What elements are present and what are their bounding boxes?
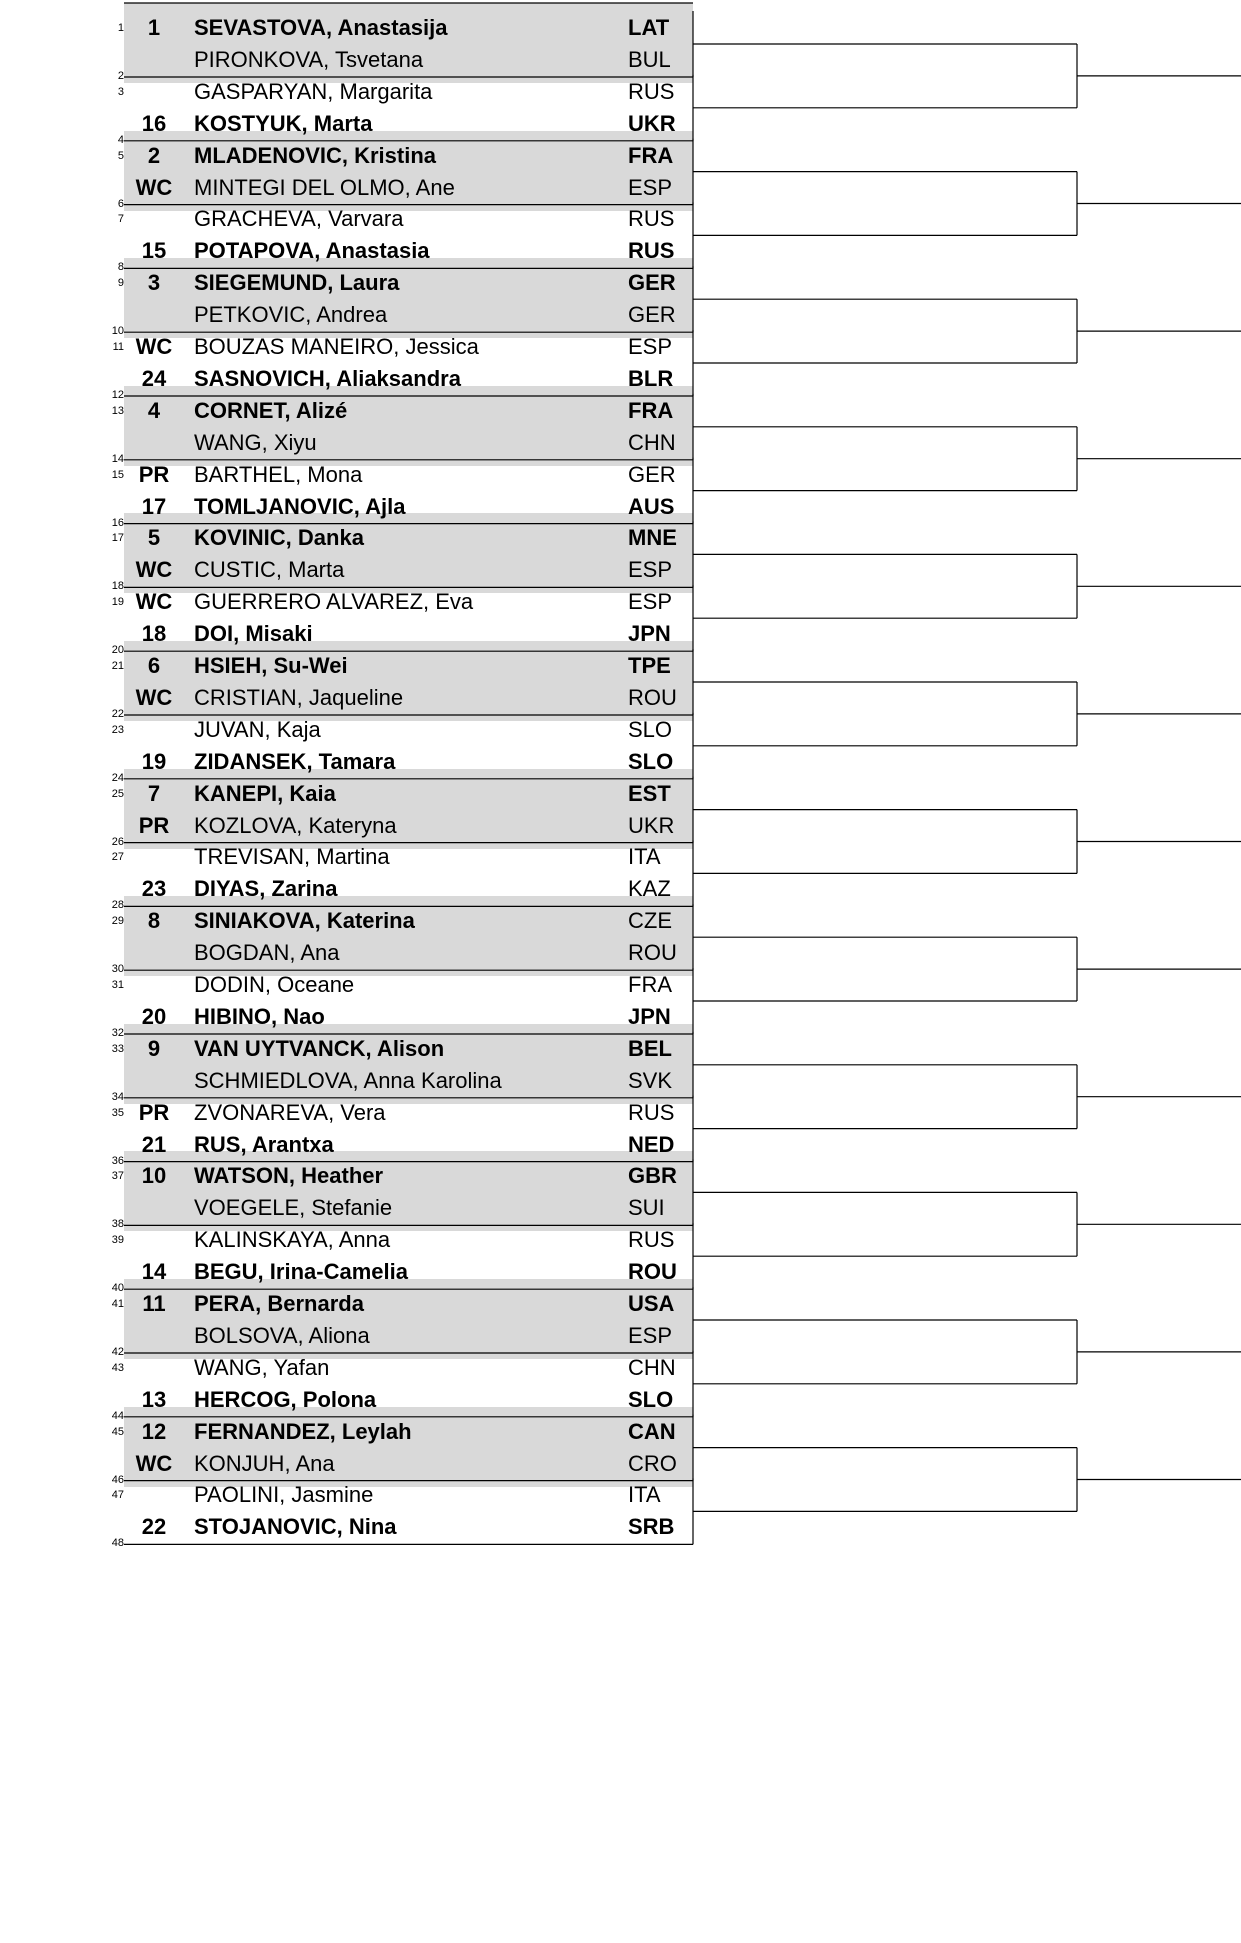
draw-position: 10 <box>111 325 124 338</box>
draw-position: 26 <box>111 835 124 848</box>
player-name: BARTHEL, Mona <box>194 461 363 487</box>
player-name: PIRONKOVA, Tsvetana <box>194 46 424 72</box>
player-name: CRISTIAN, Jaqueline <box>194 684 404 710</box>
player-nationality: CAN <box>628 1418 676 1444</box>
draw-row <box>124 363 693 395</box>
player-nationality: ROU <box>628 684 677 710</box>
seed-label <box>134 714 174 746</box>
draw-row <box>124 235 693 267</box>
draw-position: 48 <box>111 1537 124 1550</box>
player-name: POTAPOVA, Anastasia <box>194 238 430 264</box>
seed-label: 12 <box>141 1418 167 1444</box>
draw-row <box>124 1256 693 1288</box>
draw-position: 19 <box>111 596 124 609</box>
player-name: TOMLJANOVIC, Ajla <box>194 493 406 519</box>
draw-position: 6 <box>117 197 124 210</box>
player-nationality: ITA <box>628 1482 661 1508</box>
seed-label <box>134 1352 174 1384</box>
player-name: GUERRERO ALVAREZ, Eva <box>194 589 474 615</box>
player-name: DIYAS, Zarina <box>194 876 338 902</box>
draw-row <box>124 1288 693 1320</box>
draw-row <box>124 841 693 873</box>
draw-position: 38 <box>111 1218 124 1231</box>
player-nationality: CRO <box>628 1450 677 1476</box>
seed-label: PR <box>138 1099 170 1125</box>
player-name: CORNET, Alizé <box>194 397 348 423</box>
seed-label <box>134 1065 174 1097</box>
draw-position: 37 <box>111 1170 124 1183</box>
player-name: GRACHEVA, Varvara <box>194 206 404 232</box>
seed-label: 20 <box>141 1003 167 1029</box>
player-name: BOGDAN, Ana <box>194 940 340 966</box>
player-name: KONJUH, Ana <box>194 1450 335 1476</box>
draw-row <box>124 714 693 746</box>
draw-position: 7 <box>117 213 124 226</box>
player-nationality: KAZ <box>628 876 671 902</box>
draw-row <box>124 1511 693 1543</box>
draw-position: 11 <box>112 341 124 353</box>
draw-position: 28 <box>111 899 124 912</box>
seed-label <box>134 427 174 459</box>
player-name: KANEPI, Kaia <box>194 780 336 806</box>
player-name: VAN UYTVANCK, Alison <box>194 1035 445 1061</box>
draw-row <box>124 1384 693 1416</box>
player-name: KALINSKAYA, Anna <box>194 1227 391 1253</box>
player-nationality: USA <box>628 1291 675 1316</box>
player-name: DOI, Misaki <box>194 621 313 647</box>
player-name: WANG, Yafan <box>194 1354 330 1380</box>
player-name: BOLSOVA, Aliona <box>194 1322 370 1348</box>
player-name: WANG, Xiyu <box>194 429 317 455</box>
player-nationality: UKR <box>628 110 676 136</box>
player-nationality: ROU <box>628 940 677 966</box>
player-name: WATSON, Heather <box>194 1163 384 1189</box>
player-nationality: LAT <box>628 15 670 40</box>
player-nationality: MNE <box>628 525 677 551</box>
player-name: VOEGELE, Stefanie <box>194 1195 393 1221</box>
player-nationality: ITA <box>628 844 661 870</box>
player-nationality: ESP <box>628 334 673 359</box>
player-nationality: SLO <box>628 1386 674 1412</box>
seed-label <box>134 937 174 969</box>
player-nationality: SRB <box>628 1514 675 1540</box>
player-nationality: AUS <box>628 493 675 519</box>
draw-row <box>124 937 693 969</box>
seed-label: 6 <box>147 653 161 678</box>
player-name: KOVINIC, Danka <box>194 525 364 551</box>
player-nationality: CHN <box>628 429 676 455</box>
player-name: GASPARYAN, Margarita <box>194 78 433 104</box>
player-nationality: GER <box>628 270 676 296</box>
draw-row <box>124 650 693 682</box>
draw-row <box>124 1129 693 1161</box>
draw-row <box>124 1416 693 1448</box>
draw-position: 33 <box>111 1042 124 1055</box>
seed-label: WC <box>135 174 173 200</box>
draw-row <box>124 12 693 44</box>
player-name: PAOLINI, Jasmine <box>194 1482 374 1508</box>
draw-row <box>124 427 693 459</box>
draw-row <box>124 1479 693 1511</box>
player-name: TREVISAN, Martina <box>194 844 390 870</box>
draw-row <box>124 331 693 363</box>
seed-label <box>134 1320 174 1352</box>
seed-label <box>134 969 174 1001</box>
player-name: MLADENOVIC, Kristina <box>194 142 437 168</box>
player-name: SASNOVICH, Aliaksandra <box>194 365 461 391</box>
draw-row <box>124 1352 693 1384</box>
draw-position: 46 <box>111 1473 124 1486</box>
draw-position: 14 <box>111 452 124 465</box>
draw-row <box>124 1224 693 1256</box>
player-nationality: SLO <box>628 716 673 742</box>
player-nationality: ESP <box>628 174 673 200</box>
seed-label: 17 <box>141 493 167 519</box>
draw-position: 16 <box>111 516 124 529</box>
seed-label: 22 <box>141 1514 167 1540</box>
seed-label: 2 <box>147 142 161 168</box>
draw-row <box>124 459 693 491</box>
draw-row <box>124 140 693 172</box>
seed-label: 4 <box>147 397 161 423</box>
player-nationality: SLO <box>628 748 674 774</box>
player-nationality: SUI <box>628 1195 665 1221</box>
seed-label <box>134 44 174 76</box>
seed-label: 5 <box>147 525 161 551</box>
player-name: HERCOG, Polona <box>194 1386 377 1412</box>
draw-row <box>124 1320 693 1352</box>
player-nationality: UKR <box>628 812 675 838</box>
draw-position: 20 <box>111 644 124 657</box>
seed-label: WC <box>135 557 173 583</box>
seed-label: 1 <box>147 15 161 40</box>
draw-row <box>124 969 693 1001</box>
player-name: HSIEH, Su-Wei <box>194 653 348 678</box>
draw-position: 39 <box>111 1234 124 1247</box>
draw-row <box>124 1065 693 1097</box>
player-nationality: ESP <box>628 589 673 615</box>
draw-position: 8 <box>117 261 124 274</box>
player-nationality: GER <box>628 302 676 328</box>
draw-row <box>124 618 693 650</box>
draw-position: 5 <box>117 149 124 162</box>
draw-position: 21 <box>111 660 124 672</box>
seed-label <box>134 841 174 873</box>
draw-position: 13 <box>111 404 124 417</box>
player-nationality: GER <box>628 461 676 487</box>
draw-position: 41 <box>111 1298 124 1310</box>
seed-label: 10 <box>141 1163 167 1189</box>
draw-row <box>124 299 693 331</box>
seed-label: WC <box>135 1450 173 1476</box>
seed-label: WC <box>135 589 173 615</box>
draw-row <box>124 810 693 842</box>
draw-position: 1 <box>117 22 124 34</box>
seed-label: 9 <box>147 1035 161 1061</box>
player-name: BEGU, Irina-Camelia <box>194 1259 408 1285</box>
draw-position: 43 <box>111 1361 124 1374</box>
draw-row <box>124 1160 693 1192</box>
draw-position: 30 <box>111 963 124 976</box>
player-nationality: BUL <box>628 46 671 72</box>
player-nationality: FRA <box>628 397 674 423</box>
player-name: BOUZAS MANEIRO, Jessica <box>194 334 479 359</box>
seed-label: 19 <box>141 748 167 774</box>
player-name: RUS, Arantxa <box>194 1131 334 1157</box>
draw-row <box>124 76 693 108</box>
player-name: CUSTIC, Marta <box>194 557 345 583</box>
seed-label <box>134 203 174 235</box>
seed-label <box>134 1224 174 1256</box>
player-name: SIEGEMUND, Laura <box>194 270 400 296</box>
player-nationality: RUS <box>628 238 675 264</box>
draw-position: 2 <box>117 69 124 82</box>
draw-position: 36 <box>111 1154 124 1167</box>
player-nationality: NED <box>628 1131 675 1157</box>
draw-position: 25 <box>111 787 124 800</box>
draw-position: 15 <box>111 468 124 481</box>
player-nationality: RUS <box>628 206 675 232</box>
draw-position: 42 <box>111 1345 124 1358</box>
draw-position: 32 <box>111 1026 124 1039</box>
seed-label: PR <box>138 461 170 487</box>
player-nationality: EST <box>628 780 671 806</box>
player-nationality: RUS <box>628 1099 675 1125</box>
draw-position: 18 <box>111 580 124 593</box>
seed-label <box>134 299 174 331</box>
seed-label <box>134 1192 174 1224</box>
draw-row <box>124 1033 693 1065</box>
seed-label: 11 <box>142 1291 166 1316</box>
seed-label: 16 <box>141 110 167 136</box>
player-nationality: TPE <box>628 653 671 678</box>
player-nationality: BEL <box>628 1035 672 1061</box>
player-name: SEVASTOVA, Anastasija <box>194 15 448 40</box>
seed-label: 8 <box>147 908 161 934</box>
draw-row <box>124 395 693 427</box>
draw-row <box>124 203 693 235</box>
player-name: SINIAKOVA, Katerina <box>194 908 415 934</box>
seed-label: 21 <box>141 1131 167 1157</box>
player-name: SCHMIEDLOVA, Anna Karolina <box>194 1067 502 1093</box>
player-name: DODIN, Oceane <box>194 972 355 997</box>
player-name: PERA, Bernarda <box>194 1291 364 1316</box>
draw-position: 24 <box>111 771 124 784</box>
draw-position: 35 <box>111 1106 124 1119</box>
draw-row <box>124 1192 693 1224</box>
player-name: ZVONAREVA, Vera <box>194 1099 386 1125</box>
player-nationality: JPN <box>628 621 671 647</box>
draw-row <box>124 554 693 586</box>
draw-row <box>124 491 693 523</box>
seed-label: 13 <box>141 1386 167 1412</box>
player-name: KOSTYUK, Marta <box>194 110 373 136</box>
seed-label: 24 <box>141 365 167 391</box>
player-name: MINTEGI DEL OLMO, Ane <box>194 174 455 200</box>
player-nationality: RUS <box>628 78 675 104</box>
player-nationality: ROU <box>628 1259 677 1285</box>
player-name: STOJANOVIC, Nina <box>194 1514 397 1540</box>
player-name: HIBINO, Nao <box>194 1003 325 1029</box>
seed-label: 14 <box>141 1259 167 1285</box>
draw-row <box>124 44 693 76</box>
player-nationality: CZE <box>628 908 672 934</box>
draw-position: 40 <box>111 1282 124 1295</box>
seed-label: WC <box>135 684 173 710</box>
draw-position: 47 <box>111 1489 124 1502</box>
player-nationality: SVK <box>628 1067 673 1093</box>
player-nationality: RUS <box>628 1227 675 1253</box>
player-nationality: ESP <box>628 1322 673 1348</box>
draw-position: 45 <box>111 1425 124 1438</box>
draw-position: 12 <box>111 388 124 401</box>
seed-label: 18 <box>141 621 167 647</box>
player-nationality: GBR <box>628 1163 677 1189</box>
player-name: ZIDANSEK, Tamara <box>194 748 396 774</box>
seed-label: PR <box>138 812 170 838</box>
draw-row <box>124 1097 693 1129</box>
draw-position: 29 <box>111 915 124 928</box>
seed-label: WC <box>135 334 173 359</box>
player-name: PETKOVIC, Andrea <box>194 302 388 328</box>
player-name: FERNANDEZ, Leylah <box>194 1418 412 1444</box>
draw-row <box>124 746 693 778</box>
draw-position: 34 <box>111 1090 124 1103</box>
draw-position: 4 <box>117 133 124 146</box>
seed-label: 23 <box>141 876 167 902</box>
player-nationality: JPN <box>628 1003 671 1029</box>
draw-row <box>124 586 693 618</box>
draw-position: 31 <box>111 979 124 991</box>
seed-label: 3 <box>147 270 161 296</box>
draw-row <box>124 905 693 937</box>
draw-row <box>124 522 693 554</box>
seed-label: 7 <box>147 780 161 806</box>
seed-label <box>134 76 174 108</box>
player-nationality: FRA <box>628 972 672 997</box>
seed-label: 15 <box>141 238 167 264</box>
draw-row <box>124 172 693 204</box>
draw-row <box>124 682 693 714</box>
player-name: KOZLOVA, Kateryna <box>194 812 397 838</box>
draw-position: 22 <box>111 707 124 720</box>
player-name: JUVAN, Kaja <box>194 716 321 742</box>
player-nationality: FRA <box>628 142 674 168</box>
draw-position: 23 <box>111 723 124 736</box>
draw-row <box>124 1448 693 1480</box>
seed-label <box>134 1479 174 1511</box>
player-nationality: BLR <box>628 365 674 391</box>
draw-position: 17 <box>111 532 124 545</box>
draw-position: 44 <box>111 1409 124 1422</box>
draw-row <box>124 1001 693 1033</box>
player-nationality: ESP <box>628 557 673 583</box>
draw-position: 27 <box>111 851 124 864</box>
draw-row <box>124 108 693 140</box>
draw-row <box>124 873 693 905</box>
draw-position: 9 <box>117 277 124 290</box>
draw-row <box>124 778 693 810</box>
draw-row <box>124 267 693 299</box>
draw-position: 3 <box>117 85 124 98</box>
player-nationality: CHN <box>628 1354 676 1380</box>
